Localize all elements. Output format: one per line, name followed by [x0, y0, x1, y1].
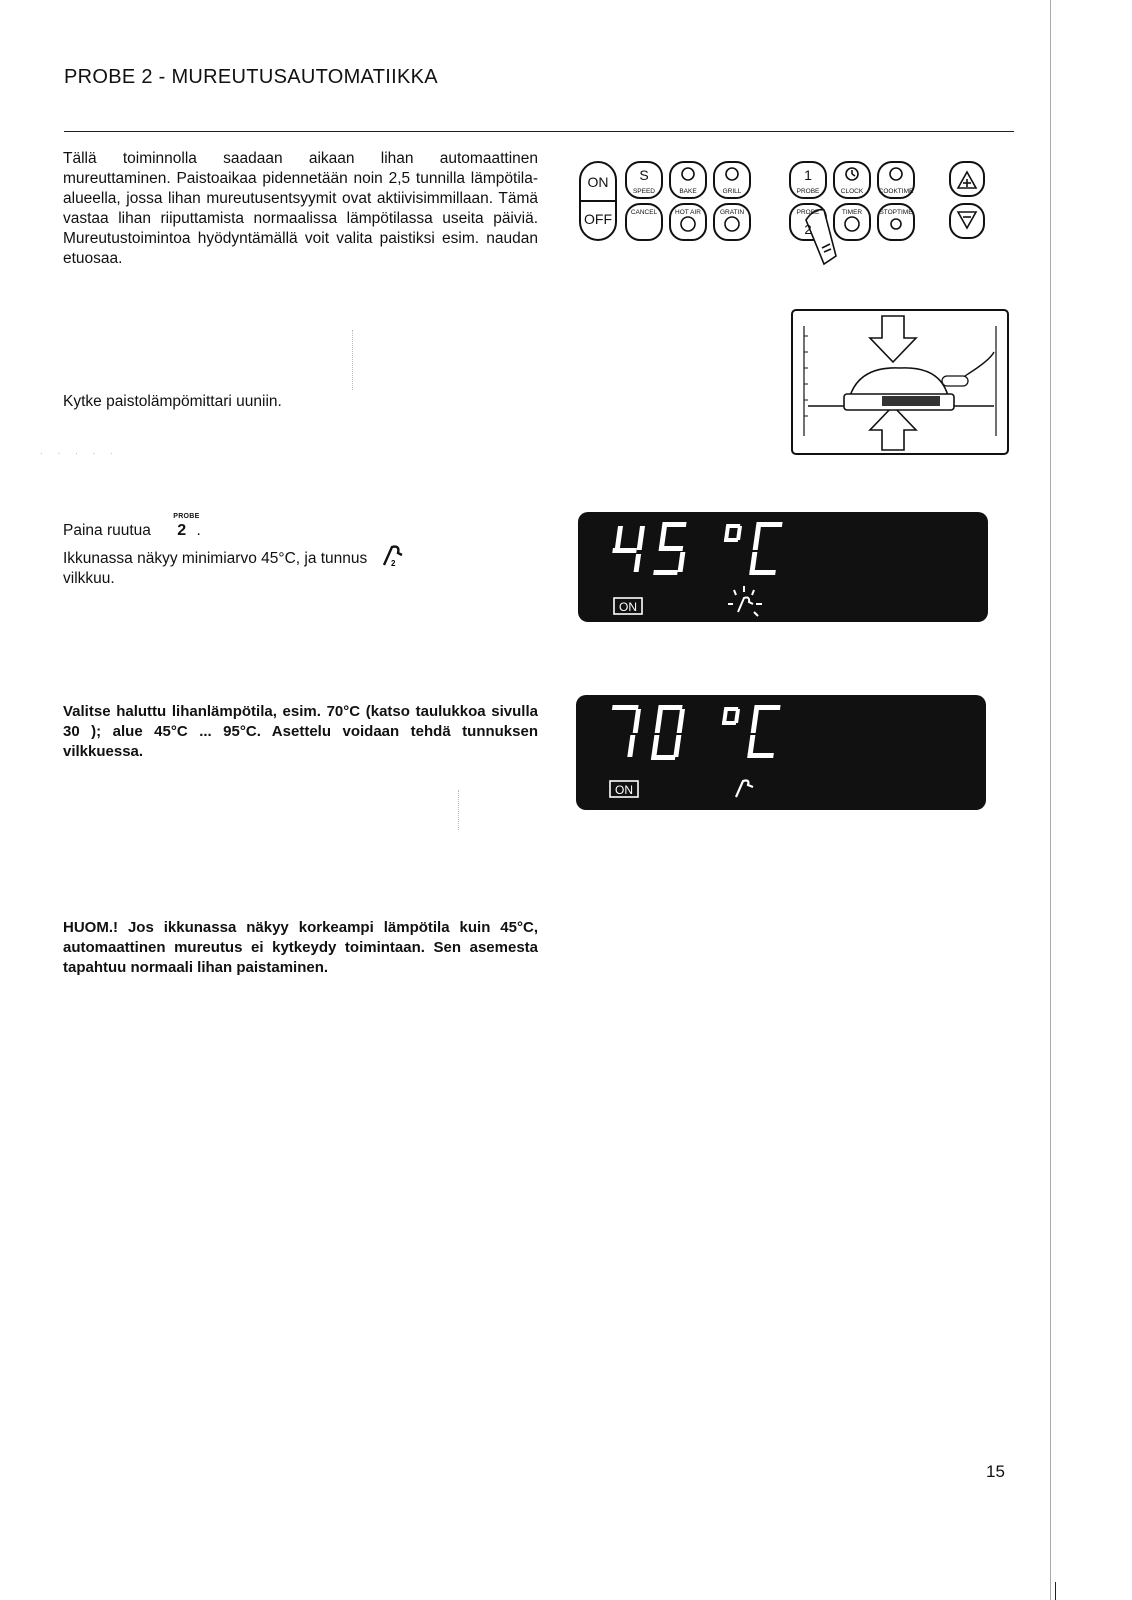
display-45	[578, 512, 988, 622]
step2-line3: vilkkuu.	[63, 570, 115, 587]
probe-symbol-display-icon	[736, 781, 753, 798]
step2-line2: Ikkunassa näkyy minimiarvo 45°C, ja tunnus	[63, 550, 368, 567]
svg-text:GRATIN: GRATIN	[719, 209, 745, 216]
svg-text:2: 2	[390, 559, 396, 568]
oven-illustration	[790, 308, 1012, 458]
svg-text:STOPTIME: STOPTIME	[879, 209, 913, 216]
display-70	[576, 695, 986, 810]
step2-suffix: .	[196, 522, 201, 539]
svg-text:TIMER: TIMER	[841, 209, 863, 216]
svg-text:CLOCK: CLOCK	[840, 188, 864, 195]
scan-dots: . . . . .	[40, 446, 120, 457]
svg-text:1: 1	[804, 167, 812, 183]
svg-text:OFF: OFF	[584, 211, 612, 227]
probe-key-number: 2	[177, 522, 187, 539]
probe-blink-icon	[728, 586, 762, 616]
svg-text:PROBE: PROBE	[796, 209, 820, 216]
page-title: PROBE 2 - MUREUTUSAUTOMATIIKKA	[64, 66, 438, 88]
svg-text:HOT AIR: HOT AIR	[675, 209, 701, 216]
note-paragraph: HUOM.! Jos ikkunassa näkyy korkeampi lämpötila kuin 45°C, automaattinen mureutus ei kytkeydy toimintaan. Sen asemesta tapahtuu normaali lihan paistaminen.	[63, 919, 538, 976]
margin-tick	[1055, 1582, 1056, 1600]
svg-text:2: 2	[804, 222, 812, 237]
header-rule	[64, 131, 1014, 132]
page-number: 15	[986, 1462, 1005, 1481]
svg-text:GRILL: GRILL	[722, 188, 742, 195]
svg-text:ON: ON	[619, 600, 637, 614]
margin-line	[1050, 0, 1051, 1600]
svg-text:COOKTIME: COOKTIME	[878, 188, 914, 195]
svg-text:BAKE: BAKE	[679, 188, 697, 195]
step2-prefix: Paina ruutua	[63, 522, 151, 539]
svg-text:ON: ON	[615, 783, 633, 797]
svg-text:SPEED: SPEED	[632, 188, 656, 195]
probe-symbol-icon	[378, 541, 406, 569]
step-select-temperature: Valitse haluttu lihanlämpötila, esim. 70°C (katso taulukkoa sivulla 30 ); alue 45°C ... 95°C. Asettelu voidaan tehdä tunnuksen vilkkuessa.	[63, 703, 538, 760]
step-press-probe	[63, 513, 538, 589]
intro-paragraph: Tällä toiminnolla saadaan aikaan lihan automaattinen mureuttaminen. Paistoaikaa pidennetään noin 2,5 tunnilla lämpötila-alueella, jossa lihan mureutusentsyymit ovat aktiivisimmillaan. Tämä vastaa lihan riiputtamista normaalissa lämpötilassa useita päiviä. Mureutustoimintoa hyödyntämällä voit valita paistiksi esim. naudan etuosaa.	[63, 150, 538, 267]
svg-text:ON: ON	[587, 174, 609, 190]
svg-text:S: S	[639, 167, 649, 183]
svg-text:CANCEL: CANCEL	[630, 209, 658, 216]
svg-text:PROBE: PROBE	[796, 188, 820, 195]
step-connect-probe: Kytke paistolämpömittari uuniin.	[63, 393, 282, 410]
probe-key-caption: PROBE	[173, 513, 200, 520]
control-panel	[578, 160, 998, 270]
